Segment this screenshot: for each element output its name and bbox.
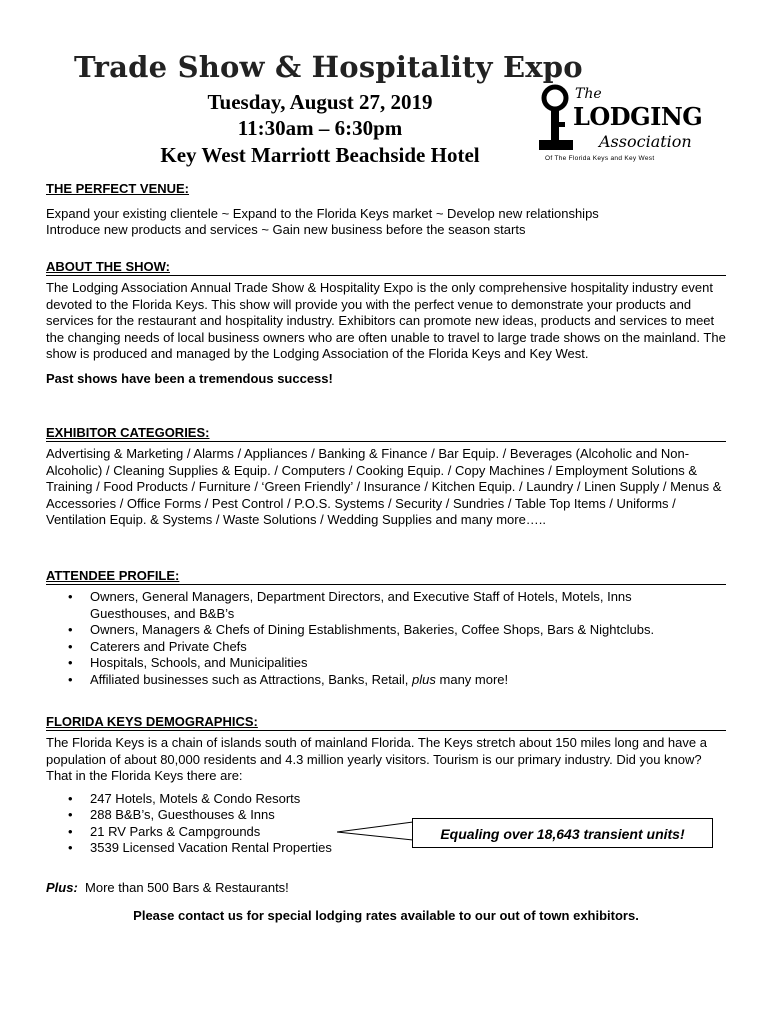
plus-line (46, 880, 289, 895)
list-item: • Owners, Managers & Chefs of Dining Establishments, Bakeries, Coffee Shops, Bars & Nightclubs. (90, 622, 686, 639)
transient-units-callout (337, 818, 715, 850)
logo-lodging: LODGING (573, 102, 703, 131)
logo-the: The (575, 86, 602, 102)
about-body: The Lodging Association Annual Trade Show & Hospitality Expo is the only comprehensive hospitality industry event devoted to the Florida Keys. This show will provide you with the perfect venue to demonstrate your products and services for the restaurant and hospitality industry. Exhibitors can promote new ideas, products and services to meet the changing needs of local business owners who are often unable to travel to large trade shows on the mainland. The show is produced and managed by the Lodging Association of the Florida Keys and Key West. (46, 280, 726, 361)
list-item (90, 672, 686, 689)
list-item-emphasis: plus (412, 671, 436, 687)
plus-text: More than 500 Bars & Restaurants! (77, 880, 289, 895)
attendee-heading-rule (46, 568, 726, 585)
list-item: • 3539 Licensed Vacation Rental Properties (90, 840, 726, 857)
about-success: Past shows have been a tremendous success! (46, 370, 333, 386)
list-item-text: Affiliated businesses such as Attractions, Banks, Retail, (90, 671, 413, 687)
contact-note: Please contact us for special lodging rates available to our out of town exhibitors. (133, 908, 639, 923)
perfect-venue-heading: THE PERFECT VENUE: (46, 181, 190, 196)
about-section (46, 259, 726, 387)
list-item: • 288 B&B’s, Guesthouses & Inns (90, 807, 726, 824)
perfect-venue-line-1: Expand your existing clientele ~ Expand to the Florida Keys market ~ Develop new relationships (46, 205, 599, 221)
callout-text: Equaling over 18,643 transient units! (412, 818, 713, 848)
event-time: 11:30am – 6:30pm (237, 116, 403, 140)
demographics-heading: FLORIDA KEYS DEMOGRAPHICS: (46, 714, 258, 729)
list-item: • Hospitals, Schools, and Municipalities (90, 655, 686, 672)
plus-label: Plus: (46, 880, 78, 895)
demographics-heading-rule (46, 714, 726, 731)
perfect-venue-line-2: Introduce new products and services ~ Gain new business before the season starts (46, 222, 526, 237)
exhibitor-section (46, 425, 726, 529)
list-item: • 247 Hotels, Motels & Condo Resorts (90, 791, 726, 808)
exhibitor-heading: EXHIBITOR CATEGORIES: (46, 425, 210, 440)
page-title: Trade Show & Hospitality Expo (74, 50, 583, 84)
about-heading-rule (46, 259, 726, 276)
list-item: • Caterers and Private Chefs (90, 639, 686, 656)
list-item: • Owners, General Managers, Department Directors, and Executive Staff of Hotels, Motels, Inns Guesthouses, and B&B’s (90, 589, 686, 622)
attendee-list (46, 589, 726, 688)
exhibitor-heading-rule (46, 425, 726, 442)
event-date: Tuesday, August 27, 2019 (207, 90, 433, 114)
about-heading: ABOUT THE SHOW: (46, 259, 170, 274)
demographics-body: The Florida Keys is a chain of islands south of mainland Florida. The Keys stretch about 150 miles long and have a population of about 80,000 residents and 4.3 million yearly visitors. Tourism is our primary industry. Did you know? That in the Florida Keys there are: (46, 735, 707, 783)
event-venue: Key West Marriott Beachside Hotel (160, 143, 480, 167)
list-item-text: many more! (435, 671, 509, 687)
perfect-venue-section (46, 181, 726, 239)
attendee-heading: ATTENDEE PROFILE: (46, 568, 180, 583)
attendee-section (46, 568, 726, 688)
exhibitor-body: Advertising & Marketing / Alarms / Appliances / Banking & Finance / Bar Equip. / Beverages (Alcoholic and Non-Alcoholic) / Cleaning Supplies & Equip. / Computers / Cooking Equip. / Copy Machines / Employment Solutions & Training / Food Products / Furniture / ‘Green Friendly’ / Insurance / Kitchen Equip. / Laundry / Linen Supply / Menus & Accessories / Office Forms / Pest Control / P.O.S. Systems / Security / Sundries / Table Top Items / Uniforms / Ventilation Equip. & Systems / Waste Solutions / Wedding Supplies and many more….. (46, 446, 722, 527)
lodging-association-logo (535, 84, 703, 168)
logo-subtitle: Of The Florida Keys and Key West (545, 155, 655, 162)
logo-association: Association (599, 132, 692, 151)
list-item: • 21 RV Parks & Campgrounds (90, 824, 726, 841)
